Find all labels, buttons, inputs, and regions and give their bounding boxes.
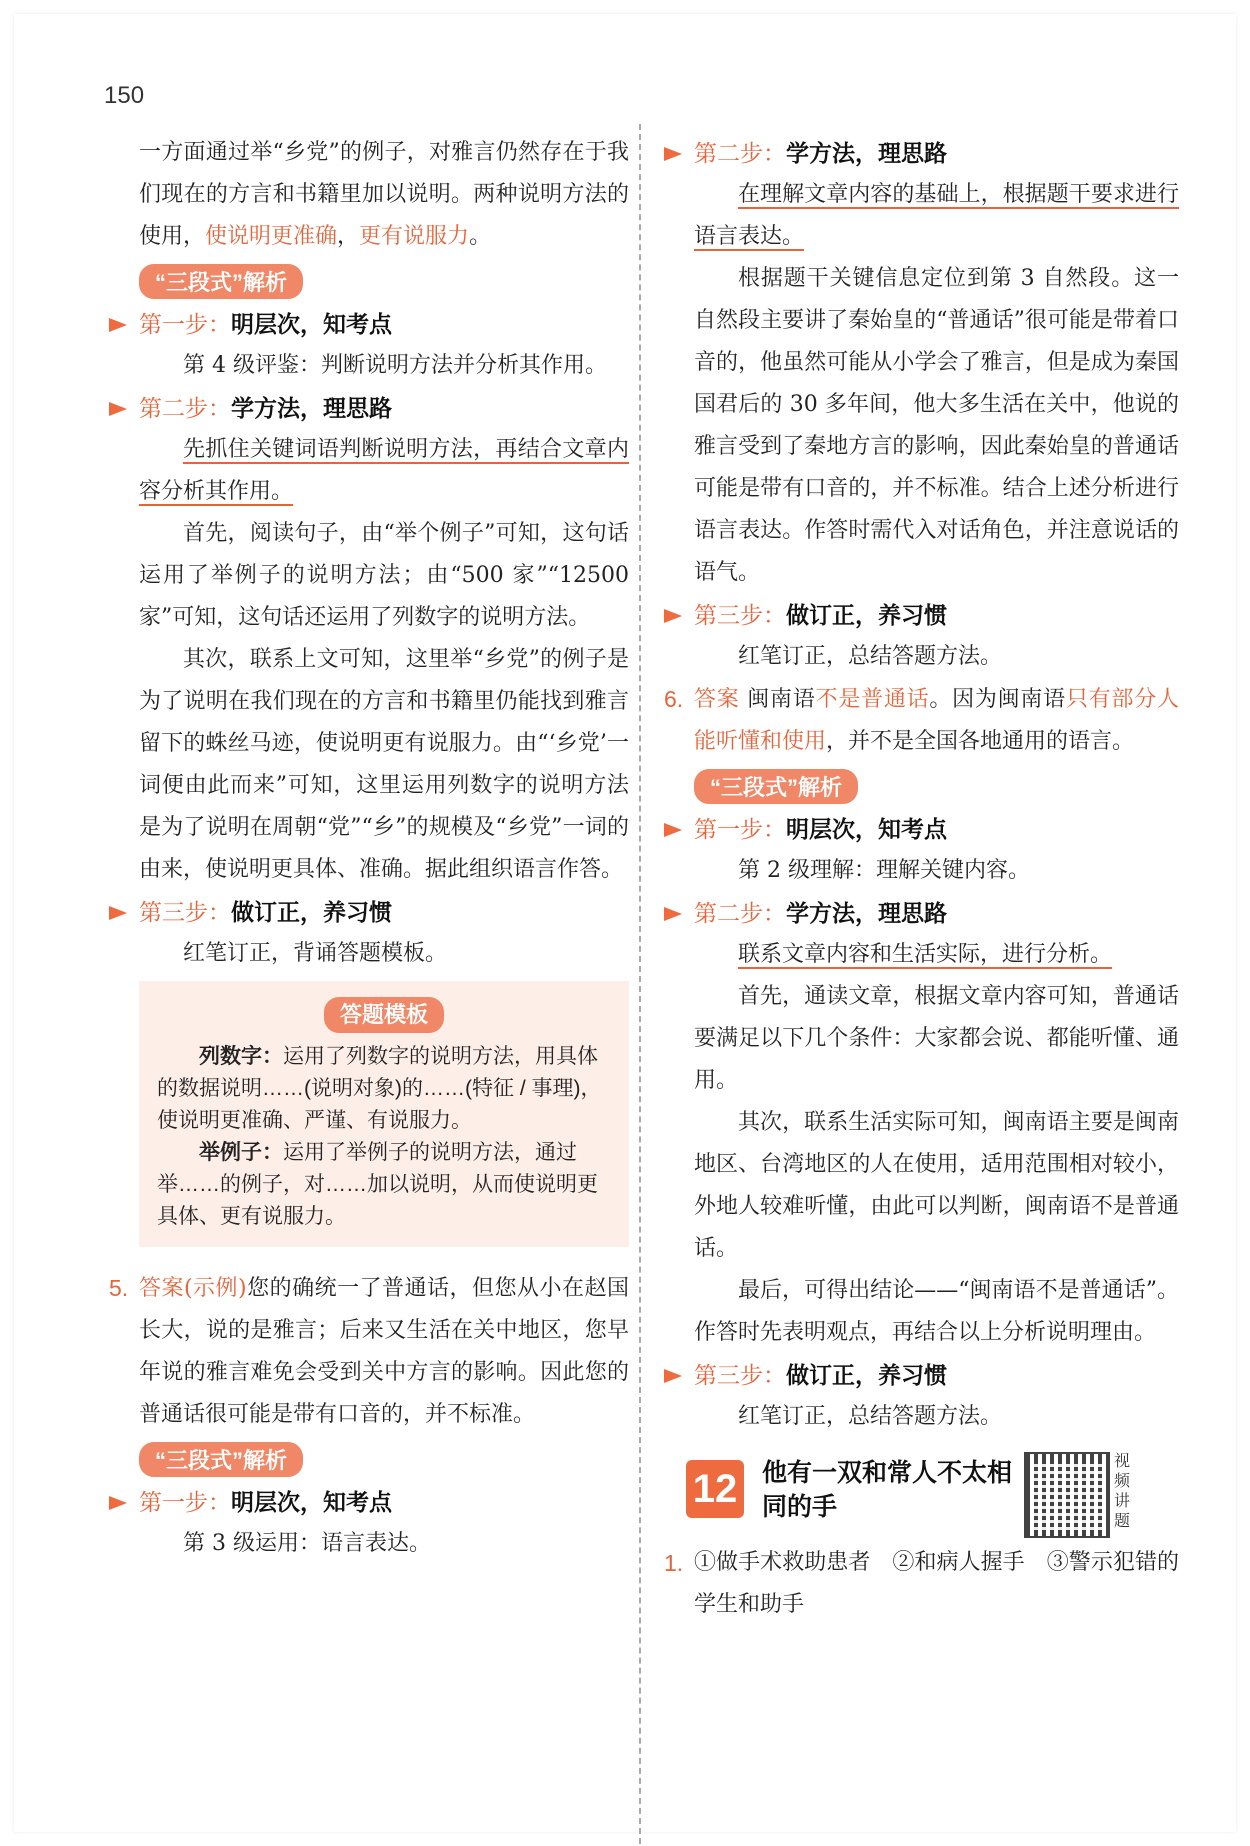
video-explanation-label: 视频讲题 [1114,1453,1131,1530]
arrow-icon [109,402,127,416]
highlight-accurate: 使说明更准确 [205,224,338,249]
q6-paragraph-2: 其次，联系生活实际可知，闽南语主要是闽南地区、台湾地区的人在使用，适用范围相对较小，外地人较难听懂，由此可以判断，闽南语不是普通话。 [694,1110,1179,1261]
step-two-method: 先抓住关键词语判断说明方法，再结合文章内容分析其作用。 [139,437,629,504]
analysis-pill: “三段式”解析 [139,264,303,299]
q6-step-three: 第三步：做订正，养习惯 [694,1354,1179,1396]
question-5-answer: 5. 答案(示例)您的确统一了普通话，但您从小在赵国长大，说的是雅言；后来又生活在关中地区，您早年说的雅言难免会受到关中方言的影响。因此您的普通话很可能是带有口音的，并不标准。 [109,1275,629,1427]
question-6-answer: 6. 答案 闽南语不是普通话。因为闽南语只有部分人能听懂和使用，并不是全国各地通用的语言。 [664,686,1179,754]
step-two-method: 在理解文章内容的基础上，根据题干要求进行语言表达。 [694,182,1179,249]
arrow-icon [664,1369,682,1383]
lesson-title: 他有一双和常人不太相同的手 [762,1459,1013,1521]
analysis-pill: “三段式”解析 [139,1442,303,1477]
lesson-number-badge: 12 [686,1460,744,1518]
step-one: 第一步：明层次，知考点 [139,303,629,345]
template-examples: 举例子：运用了举例子的说明方法，通过举……的例子，对……加以说明，从而使说明更具体、更有说服力。 [157,1141,598,1228]
page-number: 150 [104,82,145,109]
arrow-icon [664,147,682,161]
template-pill: 答题模板 [324,997,444,1033]
step-two-paragraph-2: 其次，联系上文可知，这里举“乡党”的例子是为了说明在我们现在的方言和书籍里仍能找到雅言留下的蛛丝马迹，使说明更有说服力。由“‘乡党’一词便由此而来”可知，这里运用列数字的说明方法是为了说明在周朝“党”“乡”的规模及“乡党”一词的由来，使说明更具体、准确。据此组织语言作答。 [139,647,629,882]
step-two: 第二步：学方法，理思路 [694,132,1179,174]
q6-step-one-body: 第 2 级理解：理解关键内容。 [738,858,1030,883]
left-column [109,132,629,1565]
answer-template-box [139,981,629,1247]
step-three-body: 红笔订正，背诵答题模板。 [183,941,448,966]
lesson-question-1: 1. ①做手术救助患者 ②和病人握手 ③警示犯错的学生和助手 [664,1550,1179,1617]
q6-step-two-method: 联系文章内容和生活实际，进行分析。 [738,942,1113,967]
arrow-icon [664,823,682,837]
analysis-pill: “三段式”解析 [694,769,858,804]
q6-paragraph-1: 首先，通读文章，根据文章内容可知，普通话要满足以下几个条件：大家都会说、都能听懂、通用。 [694,984,1179,1093]
arrow-icon [664,907,682,921]
page-sheet [14,14,1236,1832]
arrow-icon [664,609,682,623]
step-one-body: 第 4 级评鉴：判断说明方法并分析其作用。 [183,353,607,378]
arrow-icon [109,1496,127,1510]
template-list-numbers: 列数字：运用了列数字的说明方法，用具体的数据说明……(说明对象)的……(特征 / 事理)，使说明更准确、严谨、有说服力。 [157,1045,602,1132]
step-three-body: 红笔订正，总结答题方法。 [738,644,1003,669]
q6-paragraph-3: 最后，可得出结论——“闽南语不是普通话”。作答时先表明观点，再结合以上分析说明理由。 [694,1278,1179,1345]
q5-step-one: 第一步：明层次，知考点 [139,1481,629,1523]
q6-step-one: 第一步：明层次，知考点 [694,808,1179,850]
q5-step-one-body: 第 3 级运用：语言表达。 [183,1531,431,1556]
highlight-persuasive: 更有说服力 [359,224,470,249]
step-two-paragraph: 根据题干关键信息定位到第 3 自然段。这一自然段主要讲了秦始皇的“普通话”很可能是带着口音的，他虽然可能从小学会了雅言，但是成为秦国国君后的 30 多年间，他大多生活在关中，他说的雅言受到了秦地方言的影响，因此秦始皇的普通话可能是带有口音的，并不标准。结合上述分析进行语言表达。作答时需代入对话角色，并注意说话的语气。 [694,266,1179,585]
step-three: 第三步：做订正，养习惯 [139,891,629,933]
column-divider [639,124,641,1844]
qr-code-icon[interactable] [1024,1452,1110,1538]
step-three: 第三步：做订正，养习惯 [694,594,1179,636]
left-intro-paragraph: 一方面通过举“乡党”的例子，对雅言仍然存在于我们现在的方言和书籍里加以说明。两种说明方法的使用，使说明更准确，更有说服力。 [139,140,629,249]
arrow-icon [109,906,127,920]
lesson-header [694,1452,1179,1542]
step-two-paragraph-1: 首先，阅读句子，由“举个例子”可知，这句话运用了举例子的说明方法；由“500 家”“12500 家”可知，这句话还运用了列数字的说明方法。 [139,521,629,630]
step-two: 第二步：学方法，理思路 [139,387,629,429]
q6-step-two: 第二步：学方法，理思路 [694,892,1179,934]
arrow-icon [109,318,127,332]
right-column [664,132,1179,1626]
q6-step-three-body: 红笔订正，总结答题方法。 [738,1404,1003,1429]
